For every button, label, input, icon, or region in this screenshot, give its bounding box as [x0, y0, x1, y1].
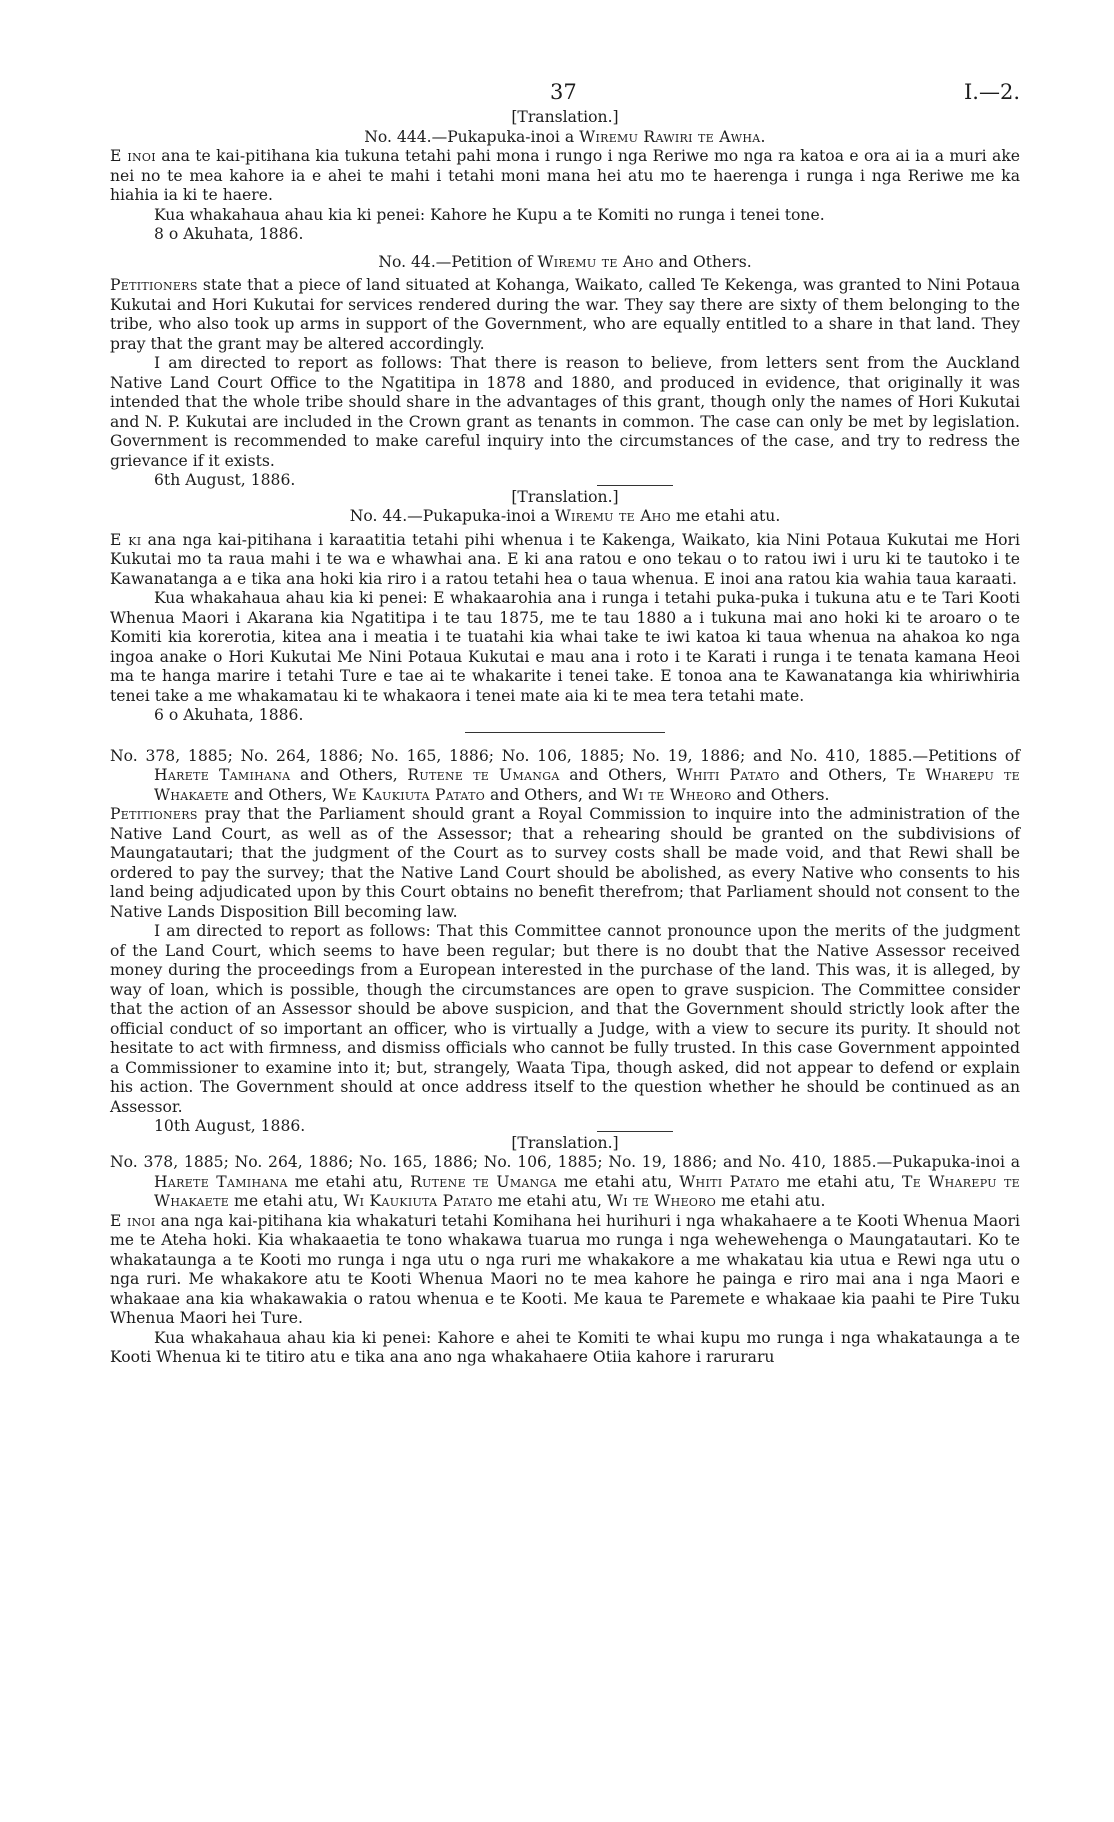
section-heading: No. 378, 1885; No. 264, 1886; No. 165, 1886; No. 106, 1885; No. 19, 1886; and No. 410, 1885.—Petitions of Harete Tamihana and Others, Rutene te Umanga and Others, Whiti Patato and Others, Te Wharepu te Whakaete and Others, We Kaukiuta Patato and Others, and Wi te Wheoro and Others.	[110, 746, 1020, 804]
paragraph: Petitioners state that a piece of land situated at Kohanga, Waikato, called Te Kekenga, was granted to Nini Potaua Kukutai and Hori Kukutai for services rendered during the war. They say there are sixty of them belonging to the tribe, who also took up arms in support of the Government, who are equally entitled to a share in that land. They pray that the grant may be altered accordingly.	[110, 276, 1020, 353]
translation-label: [Translation.]	[511, 487, 619, 506]
paragraph: Kua whakahaua ahau kia ki penei: Kahore he Kupu a te Komiti no runga i tenei tone.	[154, 205, 825, 224]
section-heading: No. 44.—Pukapuka-inoi a Wiremu te Aho me etahi atu.	[349, 507, 781, 525]
paragraph: I am directed to report as follows: That this Committee cannot pronounce upon the merits of the judgment of the Land Court, which seems to have been regular; but there is no doubt that the Native Assessor received money during the proceedings from a European interested in the purchase of the land. This was, it is alleged, by way of loan, which is possible, though the circumstances are open to grave suspicion. The Committee consider that the action of an Assessor should be above suspicion, and that the Government should strictly look after the official conduct of so important an officer, who is virtually a Judge, with a view to secure its purity. It should not hesitate to act with firmness, and dismiss officials who cannot be fully trusted. In this case Government appointed a Commissioner to examine into it; but, strangely, Waata Tipa, though asked, did not appear to defend or explain his action. The Government should at once address itself to the question whether he should be continued as an Assessor.	[110, 922, 1020, 1116]
paragraph: Petitioners pray that the Parliament should grant a Royal Commission to inquire into the administration of the Native Land Court, as well as of the Assessor; that a rehearing should be granted on the subdivisions of Maungatautari; that the judgment of the Court as to survey costs shall be made void, and that Rewi shall be ordered to pay the survey; that the Native Land Court should be abolished, as every Native who consents to his land being adjudicated upon by this Court obtains no benefit therefrom; that Parliament should not consent to the Native Lands Disposition Bill becoming law.	[110, 805, 1020, 921]
divider	[597, 1131, 673, 1132]
date-line: 8 o Akuhata, 1886.	[154, 225, 304, 243]
paragraph: Kua whakahaua ahau kia ki penei: Kahore e ahei te Komiti te whai kupu mo runga i nga whakataunga a te Kooti Whenua ki te titiro atu e tika ana ano nga whakahaere Otiia kahore i raruraru	[110, 1328, 1020, 1366]
divider	[597, 485, 673, 486]
date-line: 10th August, 1886.	[154, 1117, 306, 1135]
paragraph: I am directed to report as follows: That there is reason to believe, from letters sent from the Auckland Native Land Court Office to the Ngatitipa in 1878 and 1880, and produced in evidence, that originally it was intended that the whole tribe should share in the advantages of this grant, though only the names of Hori Kukutai and N. P. Kukutai are included in the Crown grant as tenants in common. The case can only be met by legislation. Government is recommended to make careful inquiry into the circumstances of the case, and try to redress the grievance if it exists.	[110, 354, 1020, 470]
document-page	[110, 80, 1020, 1368]
divider	[465, 732, 665, 733]
translation-label: [Translation.]	[511, 1133, 619, 1152]
paper-reference: I.—2.	[963, 80, 1020, 104]
date-line: 6 o Akuhata, 1886.	[154, 706, 304, 724]
paragraph: E ki ana nga kai-pitihana i karaatitia tetahi pihi whenua i te Kakenga, Waikato, kia Nini Potaua Kukutai me Hori Kukutai mo ta raua mahi i te wa e whawhai ana. E ki ana ratou e ono tekau o to ratou iwi i uru ki te tautoko i te Kawanatanga a e tika ana hoki kia riro i a ratou tetahi hea o taua whenua. E inoi ana ratou kia wahia taua karaati.	[110, 530, 1020, 588]
translation-label: [Translation.]	[511, 108, 619, 126]
date-line: 6th August, 1886.	[154, 471, 296, 489]
paragraph: E inoi ana te kai-pitihana kia tukuna tetahi pahi mona i rungo i nga Reriwe mo nga ra katoa e ora ai ia a muri ake nei no te mea kahore ia e ahei te mahi i tetahi moni mana hei atu mo te haerenga i runga i nga Reriwe me ka hiahia ia ki te haere.	[110, 147, 1021, 204]
paragraph: Kua whakahaua ahau kia ki penei: E whakaarohia ana i runga i tetahi puka-puka i tukuna atu e te Tari Kooti Whenua Maori i Akarana kia Ngatitipa i te tau 1875, me te tau 1880 a i tukuna mai ano hoki ki te aroaro o te Komiti kia korerotia, kitea ana i meatia i te tuatahi kia whai take te iwi katoa ki taua whenua na ahakoa ko nga ingoa anake o Hori Kukutai Me Nini Potaua Kukutai e mau ana i roto i te Karati i runga i te tenata kamana Heoi ma te hanga marire i tetahi Ture e tae ai te whakarite i tenei take. E tonoa ana te Kawanatanga kia whiriwhiria tenei take a me whakamatau ki te whakaora i tenei mate aia ki te mea tera tetahi mate.	[110, 589, 1020, 705]
section-heading: No. 378, 1885; No. 264, 1886; No. 165, 1886; No. 106, 1885; No. 19, 1886; and No. 410, 1885.—Pukapuka-inoi a Harete Tamihana me etahi atu, Rutene te Umanga me etahi atu, Whiti Patato me etahi atu, Te Wharepu te Whakaete me etahi atu, Wi Kaukiuta Patato me etahi atu, Wi te Wheoro me etahi atu.	[110, 1153, 1021, 1210]
page-number: 37	[550, 80, 577, 104]
page-header	[110, 80, 1020, 108]
section-heading: No. 44.—Petition of Wiremu te Aho and Others.	[378, 252, 752, 271]
section-heading: No. 444.—Pukapuka-inoi a Wiremu Rawiri te Awha.	[364, 127, 766, 146]
paragraph: E inoi ana nga kai-pitihana kia whakaturi tetahi Komihana hei hurihuri i nga whakahaere a te Kooti Whenua Maori me te Ateha hoki. Kia whakaaetia te tono whakawa tuarua mo runga i nga wehewehenga o Maungatautari. Ko te whakataunga a te Kooti mo runga i nga utu o nga ruri me whakakore a me whakatau kia utua e Rewi nga utu o nga ruri. Me whakakore atu te Kooti Whenua Maori no te mea kahore he painga e riro mai ana i nga Maori e whakaae ana kia whakawakia o ratou whenua e te Kooti. Me kaua te Paremete e whakaae kia paahi te Pire Tuku Whenua Maori hei Ture.	[110, 1211, 1020, 1327]
